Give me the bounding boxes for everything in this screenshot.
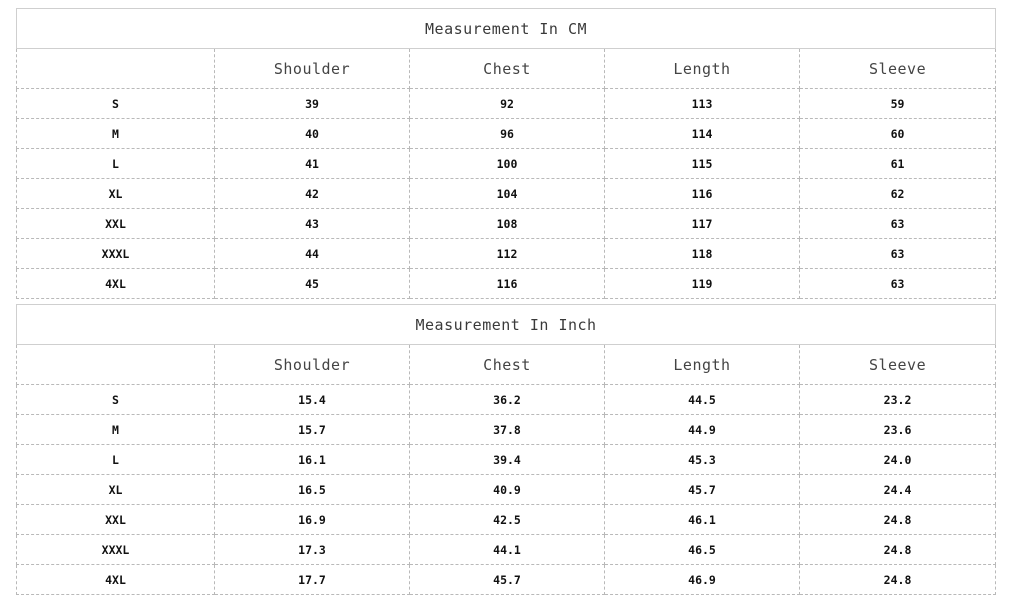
sleeve-cell: 62 bbox=[800, 179, 996, 209]
table-row bbox=[17, 535, 996, 565]
shoulder-cell: 40 bbox=[215, 119, 410, 149]
column-header-length: Length bbox=[605, 49, 800, 89]
length-cell: 116 bbox=[605, 179, 800, 209]
length-cell: 46.9 bbox=[605, 565, 800, 595]
column-header-sleeve: Sleeve bbox=[800, 345, 996, 385]
size-cell: M bbox=[17, 119, 215, 149]
length-cell: 46.5 bbox=[605, 535, 800, 565]
chest-cell: 96 bbox=[410, 119, 605, 149]
length-cell: 44.5 bbox=[605, 385, 800, 415]
header-row bbox=[17, 49, 996, 89]
shoulder-cell: 42 bbox=[215, 179, 410, 209]
length-cell: 46.1 bbox=[605, 505, 800, 535]
shoulder-cell: 16.5 bbox=[215, 475, 410, 505]
sleeve-cell: 24.8 bbox=[800, 535, 996, 565]
table-title: Measurement In CM bbox=[17, 9, 996, 49]
chest-cell: 40.9 bbox=[410, 475, 605, 505]
chest-cell: 45.7 bbox=[410, 565, 605, 595]
table-title-row bbox=[17, 305, 996, 345]
size-cell: XL bbox=[17, 179, 215, 209]
chest-cell: 100 bbox=[410, 149, 605, 179]
size-cell: XXL bbox=[17, 209, 215, 239]
column-header-sleeve: Sleeve bbox=[800, 49, 996, 89]
size-cell: XXL bbox=[17, 505, 215, 535]
table-row bbox=[17, 505, 996, 535]
length-cell: 115 bbox=[605, 149, 800, 179]
size-cell: S bbox=[17, 89, 215, 119]
table-row bbox=[17, 89, 996, 119]
sleeve-cell: 63 bbox=[800, 269, 996, 299]
column-header-shoulder: Shoulder bbox=[215, 49, 410, 89]
table-row bbox=[17, 149, 996, 179]
shoulder-cell: 17.3 bbox=[215, 535, 410, 565]
size-cell: L bbox=[17, 149, 215, 179]
chest-cell: 39.4 bbox=[410, 445, 605, 475]
length-cell: 117 bbox=[605, 209, 800, 239]
sleeve-cell: 61 bbox=[800, 149, 996, 179]
sleeve-cell: 60 bbox=[800, 119, 996, 149]
column-header-chest: Chest bbox=[410, 345, 605, 385]
header-row bbox=[17, 345, 996, 385]
length-cell: 45.3 bbox=[605, 445, 800, 475]
size-table-cm bbox=[16, 8, 996, 299]
table-row bbox=[17, 209, 996, 239]
size-cell: S bbox=[17, 385, 215, 415]
size-cell: XXXL bbox=[17, 239, 215, 269]
column-header-length: Length bbox=[605, 345, 800, 385]
size-cell: XL bbox=[17, 475, 215, 505]
size-cell: M bbox=[17, 415, 215, 445]
table-title: Measurement In Inch bbox=[17, 305, 996, 345]
shoulder-cell: 15.4 bbox=[215, 385, 410, 415]
table-row bbox=[17, 239, 996, 269]
length-cell: 45.7 bbox=[605, 475, 800, 505]
length-cell: 44.9 bbox=[605, 415, 800, 445]
shoulder-cell: 16.9 bbox=[215, 505, 410, 535]
column-header-shoulder: Shoulder bbox=[215, 345, 410, 385]
table-title-row bbox=[17, 9, 996, 49]
size-cell: 4XL bbox=[17, 269, 215, 299]
size-cell: L bbox=[17, 445, 215, 475]
length-cell: 119 bbox=[605, 269, 800, 299]
sleeve-cell: 24.8 bbox=[800, 505, 996, 535]
table-row bbox=[17, 415, 996, 445]
column-header-chest: Chest bbox=[410, 49, 605, 89]
shoulder-cell: 39 bbox=[215, 89, 410, 119]
size-cell: 4XL bbox=[17, 565, 215, 595]
sleeve-cell: 63 bbox=[800, 209, 996, 239]
column-header-size bbox=[17, 49, 215, 89]
length-cell: 118 bbox=[605, 239, 800, 269]
length-cell: 113 bbox=[605, 89, 800, 119]
table-row bbox=[17, 565, 996, 595]
sleeve-cell: 63 bbox=[800, 239, 996, 269]
chest-cell: 108 bbox=[410, 209, 605, 239]
shoulder-cell: 15.7 bbox=[215, 415, 410, 445]
chest-cell: 92 bbox=[410, 89, 605, 119]
table-row bbox=[17, 119, 996, 149]
size-table-inch bbox=[16, 304, 996, 595]
chest-cell: 116 bbox=[410, 269, 605, 299]
sleeve-cell: 24.8 bbox=[800, 565, 996, 595]
shoulder-cell: 16.1 bbox=[215, 445, 410, 475]
size-cell: XXXL bbox=[17, 535, 215, 565]
shoulder-cell: 17.7 bbox=[215, 565, 410, 595]
sleeve-cell: 23.2 bbox=[800, 385, 996, 415]
shoulder-cell: 43 bbox=[215, 209, 410, 239]
sleeve-cell: 59 bbox=[800, 89, 996, 119]
chest-cell: 42.5 bbox=[410, 505, 605, 535]
table-row bbox=[17, 475, 996, 505]
chest-cell: 104 bbox=[410, 179, 605, 209]
table-row bbox=[17, 445, 996, 475]
chest-cell: 37.8 bbox=[410, 415, 605, 445]
table-row bbox=[17, 385, 996, 415]
length-cell: 114 bbox=[605, 119, 800, 149]
chest-cell: 36.2 bbox=[410, 385, 605, 415]
sleeve-cell: 24.4 bbox=[800, 475, 996, 505]
chest-cell: 44.1 bbox=[410, 535, 605, 565]
chest-cell: 112 bbox=[410, 239, 605, 269]
column-header-size bbox=[17, 345, 215, 385]
sleeve-cell: 23.6 bbox=[800, 415, 996, 445]
shoulder-cell: 44 bbox=[215, 239, 410, 269]
sleeve-cell: 24.0 bbox=[800, 445, 996, 475]
table-row bbox=[17, 269, 996, 299]
shoulder-cell: 45 bbox=[215, 269, 410, 299]
table-row bbox=[17, 179, 996, 209]
shoulder-cell: 41 bbox=[215, 149, 410, 179]
